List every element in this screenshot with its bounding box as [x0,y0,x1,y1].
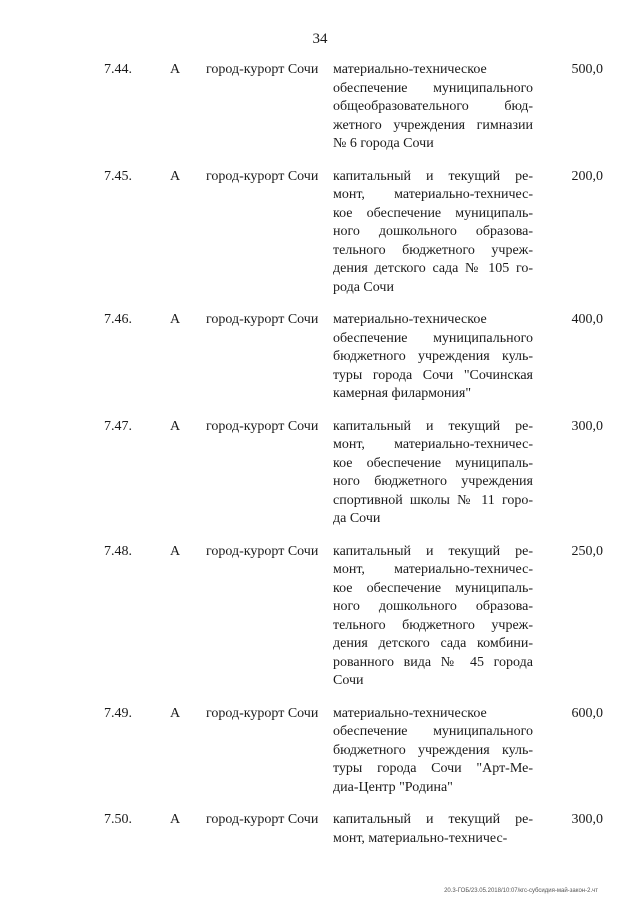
item-number: 7.48. [104,543,132,559]
amount-value: 400,0 [571,312,603,327]
municipality-name: город-курорт Сочи [206,312,319,327]
purpose-description [333,811,533,848]
description-line: спортивной школы № 11 горо- [333,492,533,508]
description-line: камерная филармония" [333,386,472,401]
description-line: жетного учреждения гимназии [333,117,533,133]
description-line: обеспечение муниципального [333,330,533,346]
municipality-name: город-курорт Сочи [206,62,319,77]
description-line: ного дошкольного образова- [333,224,533,239]
description-line: кое обеспечение муниципаль- [333,455,533,471]
table-row [0,418,640,529]
description-line: монт, материально-техничес- [333,437,533,452]
description-line: диа-Центр "Родина" [333,779,453,795]
amount-value: 200,0 [571,168,603,184]
category-code: А [170,312,181,327]
description-line: материально-техническое [333,62,487,77]
purpose-description [333,418,533,529]
table-row [0,311,640,404]
amount-value: 250,0 [571,543,603,559]
item-number: 7.47. [104,418,132,434]
purpose-description [333,543,533,691]
description-line: тельного бюджетного учреж- [333,242,533,258]
amount-value: 500,0 [571,62,603,77]
description-line: рованного вида № 45 города [333,654,533,670]
item-number: 7.45. [104,168,132,184]
footer-file-reference: 20.3-ГОБ/23.05.2018/10:07/кгс-субсидия-май-закон-2.чт [444,888,598,894]
description-line: бюджетного учреждения куль- [333,349,533,364]
allocation-table [0,61,640,848]
table-row [0,811,640,848]
description-line: рода Сочи [333,279,394,295]
description-line: монт, материально-техничес- [333,830,508,846]
description-line: капитальный и текущий ре- [333,812,533,827]
description-line: да Сочи [333,511,381,526]
description-line: кое обеспечение муниципаль- [333,205,533,221]
purpose-description [333,168,533,298]
description-line: капитальный и текущий ре- [333,168,533,184]
description-line: кое обеспечение муниципаль- [333,580,533,596]
municipality-name: город-курорт Сочи [206,168,319,184]
category-code: А [170,418,181,434]
description-line: Сочи [333,673,364,688]
description-line: общеобразовательного бюд- [333,99,533,114]
item-number: 7.46. [104,312,132,327]
item-number: 7.49. [104,705,132,721]
description-line: материально-техническое [333,312,487,327]
amount-value: 300,0 [571,418,603,434]
description-line: туры города Сочи "Арт-Ме- [333,761,533,776]
table-row [0,543,640,691]
category-code: А [170,168,181,184]
description-line: обеспечение муниципального [333,80,533,96]
table-row [0,61,640,154]
description-line: дения детского сада комбини- [333,636,533,651]
description-line: ного дошкольного образова- [333,599,533,614]
page-number: 34 [312,31,328,47]
category-code: А [170,705,181,721]
description-line: № 6 города Сочи [333,136,434,151]
description-line: материально-техническое [333,705,487,721]
item-number: 7.44. [104,62,132,77]
purpose-description [333,705,533,798]
municipality-name: город-курорт Сочи [206,543,319,559]
description-line: дения детского сада № 105 го- [333,261,533,276]
description-line: капитальный и текущий ре- [333,543,533,559]
municipality-name: город-курорт Сочи [206,705,319,721]
purpose-description [333,311,533,404]
table-row [0,705,640,798]
municipality-name: город-курорт Сочи [206,812,319,827]
amount-value: 600,0 [571,705,603,721]
table-row [0,168,640,298]
description-line: бюджетного учреждения куль- [333,742,533,758]
item-number: 7.50. [104,812,132,827]
description-line: капитальный и текущий ре- [333,418,533,434]
description-line: обеспечение муниципального [333,724,533,739]
description-line: монт, материально-техничес- [333,562,533,577]
description-line: туры города Сочи "Сочинская [333,367,533,383]
municipality-name: город-курорт Сочи [206,418,319,434]
category-code: А [170,543,181,559]
category-code: А [170,812,181,827]
purpose-description [333,61,533,154]
amount-value: 300,0 [571,812,603,827]
description-line: ного бюджетного учреждения [333,474,533,489]
category-code: А [170,62,181,77]
description-line: тельного бюджетного учреж- [333,617,533,633]
description-line: монт, материально-техничес- [333,187,533,202]
